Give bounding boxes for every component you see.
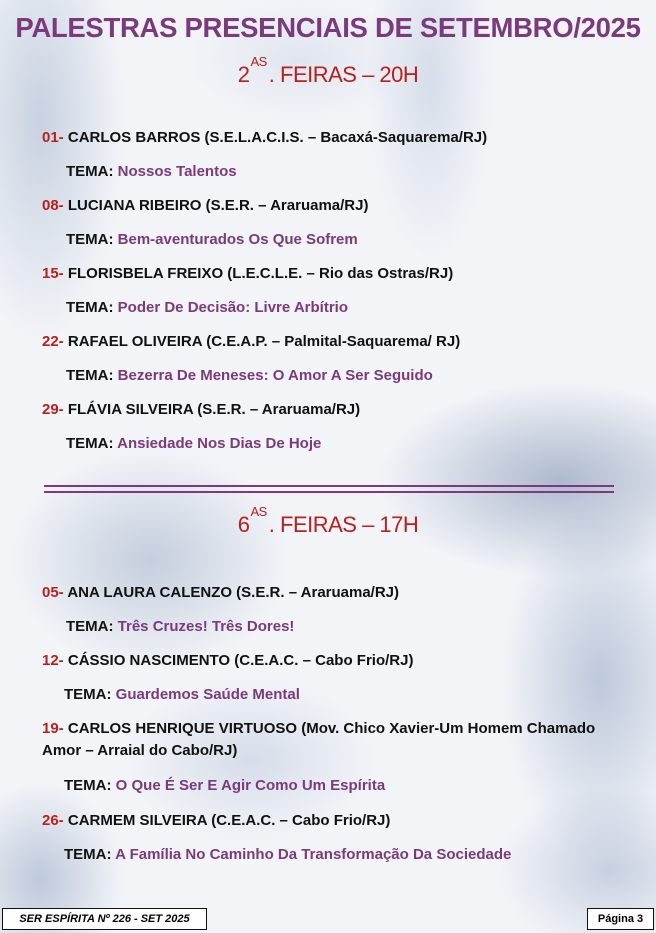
list-item: [42, 718, 602, 762]
list-item: [42, 197, 368, 214]
tema-label: TEMA:: [66, 435, 114, 452]
section-heading-fridays: [0, 504, 656, 538]
list-item: [42, 584, 399, 601]
talk-tema: Bem-aventurados Os Que Sofrem: [117, 231, 358, 248]
tema-label: TEMA:: [64, 846, 112, 863]
talk-date: 05-: [42, 584, 64, 601]
section-heading-mondays: [0, 54, 656, 88]
talk-speaker: CARMEM SILVEIRA (C.E.A.C. – Cabo Frio/RJ): [67, 812, 391, 829]
talk-date: 29-: [42, 401, 64, 418]
tema-label: TEMA:: [66, 163, 114, 180]
talk-tema: Nossos Talentos: [117, 163, 237, 180]
talk-date: 08-: [42, 197, 64, 214]
talk-date: 15-: [42, 265, 64, 282]
tema-row: [64, 846, 511, 863]
tema-label: TEMA:: [66, 618, 114, 635]
tema-row: [66, 299, 348, 316]
talk-date: 22-: [42, 333, 64, 350]
tema-label: TEMA:: [66, 231, 114, 248]
talk-speaker: FLÁVIA SILVEIRA (S.E.R. – Araruama/RJ): [67, 401, 361, 418]
section-rest: . FEIRAS – 17H: [268, 512, 419, 537]
talk-tema: O Que É Ser E Agir Como Um Espírita: [115, 777, 386, 794]
talk-date: 19-: [42, 720, 64, 737]
tema-label: TEMA:: [66, 299, 114, 316]
tema-label: TEMA:: [64, 686, 112, 703]
tema-row: [66, 367, 433, 384]
talk-speaker: FLORISBELA FREIXO (L.E.C.L.E. – Rio das Ostras/RJ): [67, 265, 454, 282]
tema-row: [66, 618, 294, 635]
list-item: [42, 265, 453, 282]
section-day: 6: [237, 512, 250, 537]
tema-row: [64, 686, 300, 703]
talk-speaker: CARLOS HENRIQUE VIRTUOSO (Mov. Chico Xavier-Um Homem Chamado Amor – Arraial do Cabo/RJ): [42, 720, 596, 759]
talk-speaker: CARLOS BARROS (S.E.L.A.C.I.S. – Bacaxá-Saquarema/RJ): [67, 129, 488, 146]
talk-speaker: RAFAEL OLIVEIRA (C.E.A.P. – Palmital-Saquarema/ RJ): [67, 333, 461, 350]
divider-line: [44, 491, 614, 493]
section-sup: AS: [250, 504, 267, 519]
talk-date: 26-: [42, 812, 64, 829]
tema-label: TEMA:: [66, 367, 114, 384]
section-rest: . FEIRAS – 20H: [268, 62, 419, 87]
tema-row: [66, 435, 321, 452]
talk-tema: Três Cruzes! Três Dores!: [117, 618, 295, 635]
list-item: [42, 333, 460, 350]
talk-date: 12-: [42, 652, 64, 669]
list-item: [42, 129, 487, 146]
footer-page-number: Página 3: [587, 908, 654, 930]
talk-tema: Guardemos Saúde Mental: [115, 686, 300, 703]
talk-tema: Ansiedade Nos Dias De Hoje: [117, 435, 322, 452]
section-sup: AS: [250, 54, 267, 69]
section-day: 2: [237, 62, 250, 87]
list-item: [42, 652, 413, 669]
talk-tema: Poder De Decisão: Livre Arbítrio: [117, 299, 349, 316]
talk-speaker: LUCIANA RIBEIRO (S.E.R. – Araruama/RJ): [67, 197, 369, 214]
talk-tema: A Família No Caminho Da Transformação Da Sociedade: [115, 846, 512, 863]
page-title: PALESTRAS PRESENCIAIS DE SETEMBRO/2025: [15, 12, 641, 43]
talk-speaker: CÁSSIO NASCIMENTO (C.E.A.C. – Cabo Frio/RJ): [67, 652, 414, 669]
talk-speaker: ANA LAURA CALENZO (S.E.R. – Araruama/RJ): [67, 584, 400, 601]
talk-date: 01-: [42, 129, 64, 146]
footer-publication: SER ESPÍRITA Nº 226 - SET 2025: [2, 908, 207, 930]
list-item: [42, 812, 390, 829]
tema-row: [66, 163, 237, 180]
tema-row: [66, 231, 358, 248]
divider-line: [44, 485, 614, 487]
talk-tema: Bezerra De Meneses: O Amor A Ser Seguido: [117, 367, 433, 384]
tema-label: TEMA:: [64, 777, 112, 794]
tema-row: [64, 777, 385, 794]
list-item: [42, 401, 360, 418]
